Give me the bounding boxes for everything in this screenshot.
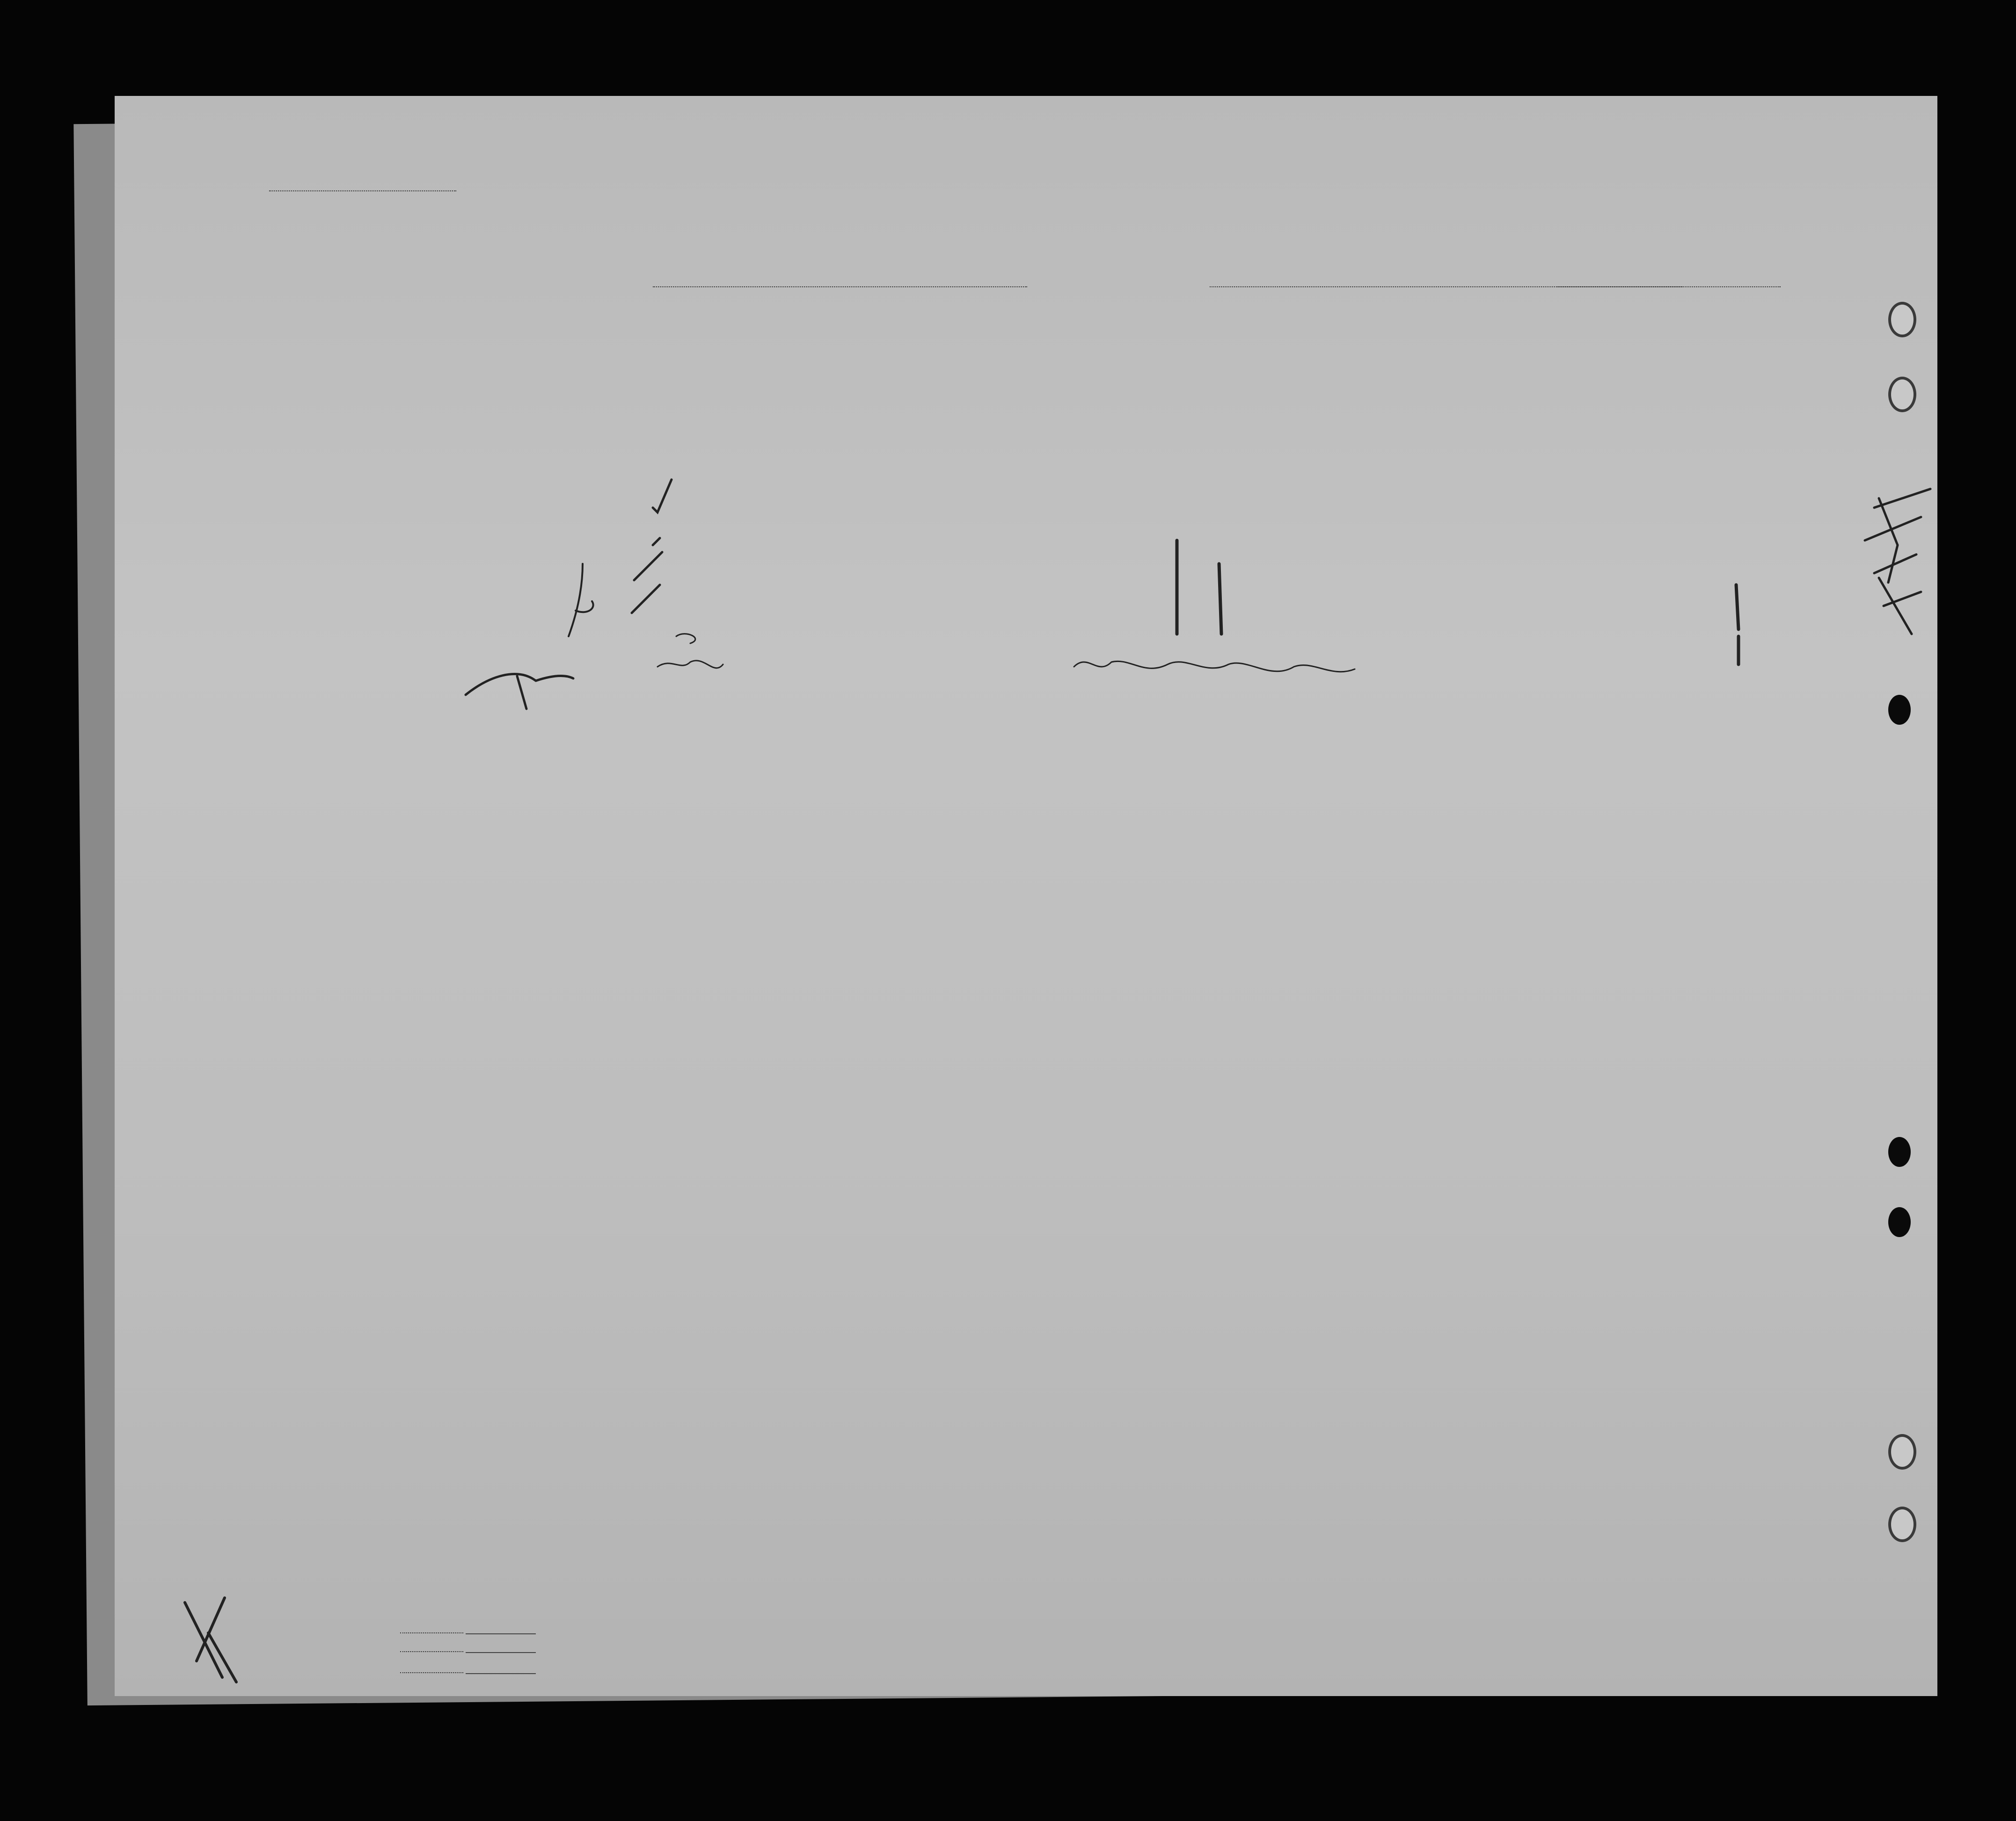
manifest-grid [115,96,1937,1696]
binder-hole [1888,1507,1916,1542]
us-citizens-field [466,1652,536,1653]
binder-hole [1888,1434,1916,1470]
total-passengers-field [466,1633,536,1634]
binder-hole [1888,695,1911,725]
us-citizens-dots [400,1651,463,1652]
aliens-dots [400,1672,463,1673]
binder-hole [1888,377,1916,412]
total-passengers-dots [400,1632,463,1633]
binder-hole [1888,1207,1911,1237]
binder-hole [1888,1137,1911,1167]
binder-hole [1888,302,1916,337]
aliens-field [466,1673,536,1674]
manifest-sheet [115,96,1937,1696]
